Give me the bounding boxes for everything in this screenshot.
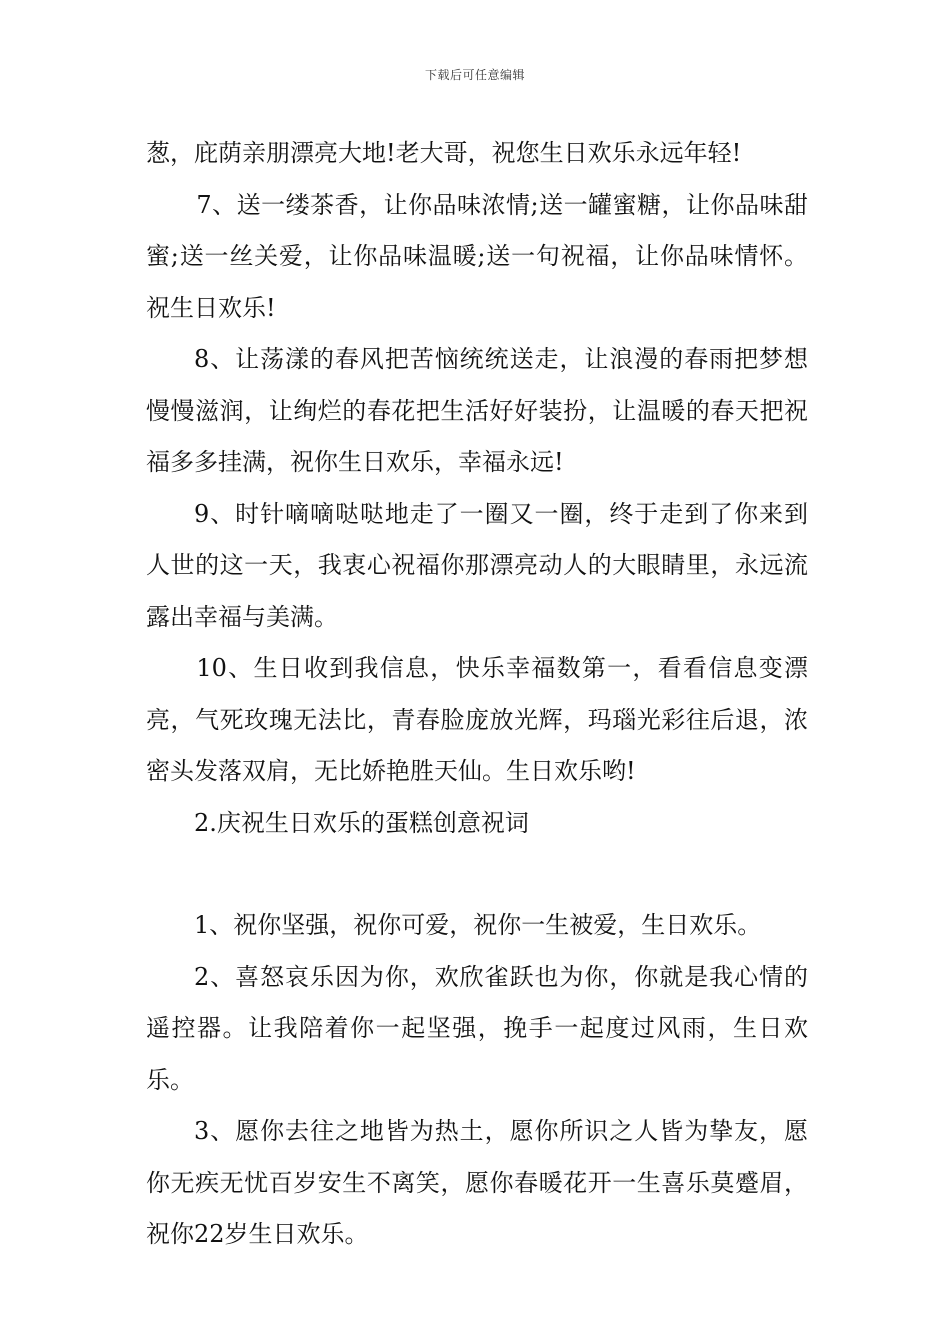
blank-line [146,849,808,900]
section-heading: 2.庆祝生日欢乐的蛋糕创意祝词 [194,808,529,837]
body-text [146,128,808,1261]
paragraph-item-7: 7、送一缕茶香，让你品味浓情;送一罐蜜糖，让你品味甜蜜;送一丝关爱，让你品味温暖;送一句祝福，让你品味情怀。祝生日欢乐! [146,190,808,322]
header-note: 下载后可任意编辑 [424,68,525,82]
paragraph-item-8: 8、让荡漾的春风把苦恼统统送走，让浪漫的春雨把梦想慢慢滋润，让绚烂的春花把生活好好装扮，让温暖的春天把祝福多多挂满，祝你生日欢乐，幸福永远! [146,345,808,476]
paragraph-item-10: 10、生日收到我信息，快乐幸福数第一，看看信息变漂亮，气死玫瑰无法比，青春脸庞放光辉，玛瑙光彩往后退，浓密头发落双肩，无比娇艳胜天仙。生日欢乐哟! [146,654,808,785]
paragraph-item-2: 2、喜怒哀乐因为你，欢欣雀跃也为你，你就是我心情的遥控器。让我陪着你一起坚强，挽手一起度过风雨，生日欢乐。 [146,962,808,1094]
paragraph-item-3: 3、愿你去往之地皆为热土，愿你所识之人皆为挚友，愿你无疾无忧百岁安生不离笑，愿你春暖花开一生喜乐莫蹙眉，祝你22岁生日欢乐。 [146,1117,808,1248]
paragraph-continuation: 葱，庇荫亲朋漂亮大地!老大哥，祝您生日欢乐永远年轻! [146,139,742,167]
paragraph-item-9: 9、时针嘀嘀哒哒地走了一圈又一圈，终于走到了你来到人世的这一天，我衷心祝福你那漂亮动人的大眼睛里，永远流露出幸福与美满。 [146,499,808,631]
paragraph-item-1: 1、祝你坚强，祝你可爱，祝你一生被爱，生日欢乐。 [194,911,762,939]
